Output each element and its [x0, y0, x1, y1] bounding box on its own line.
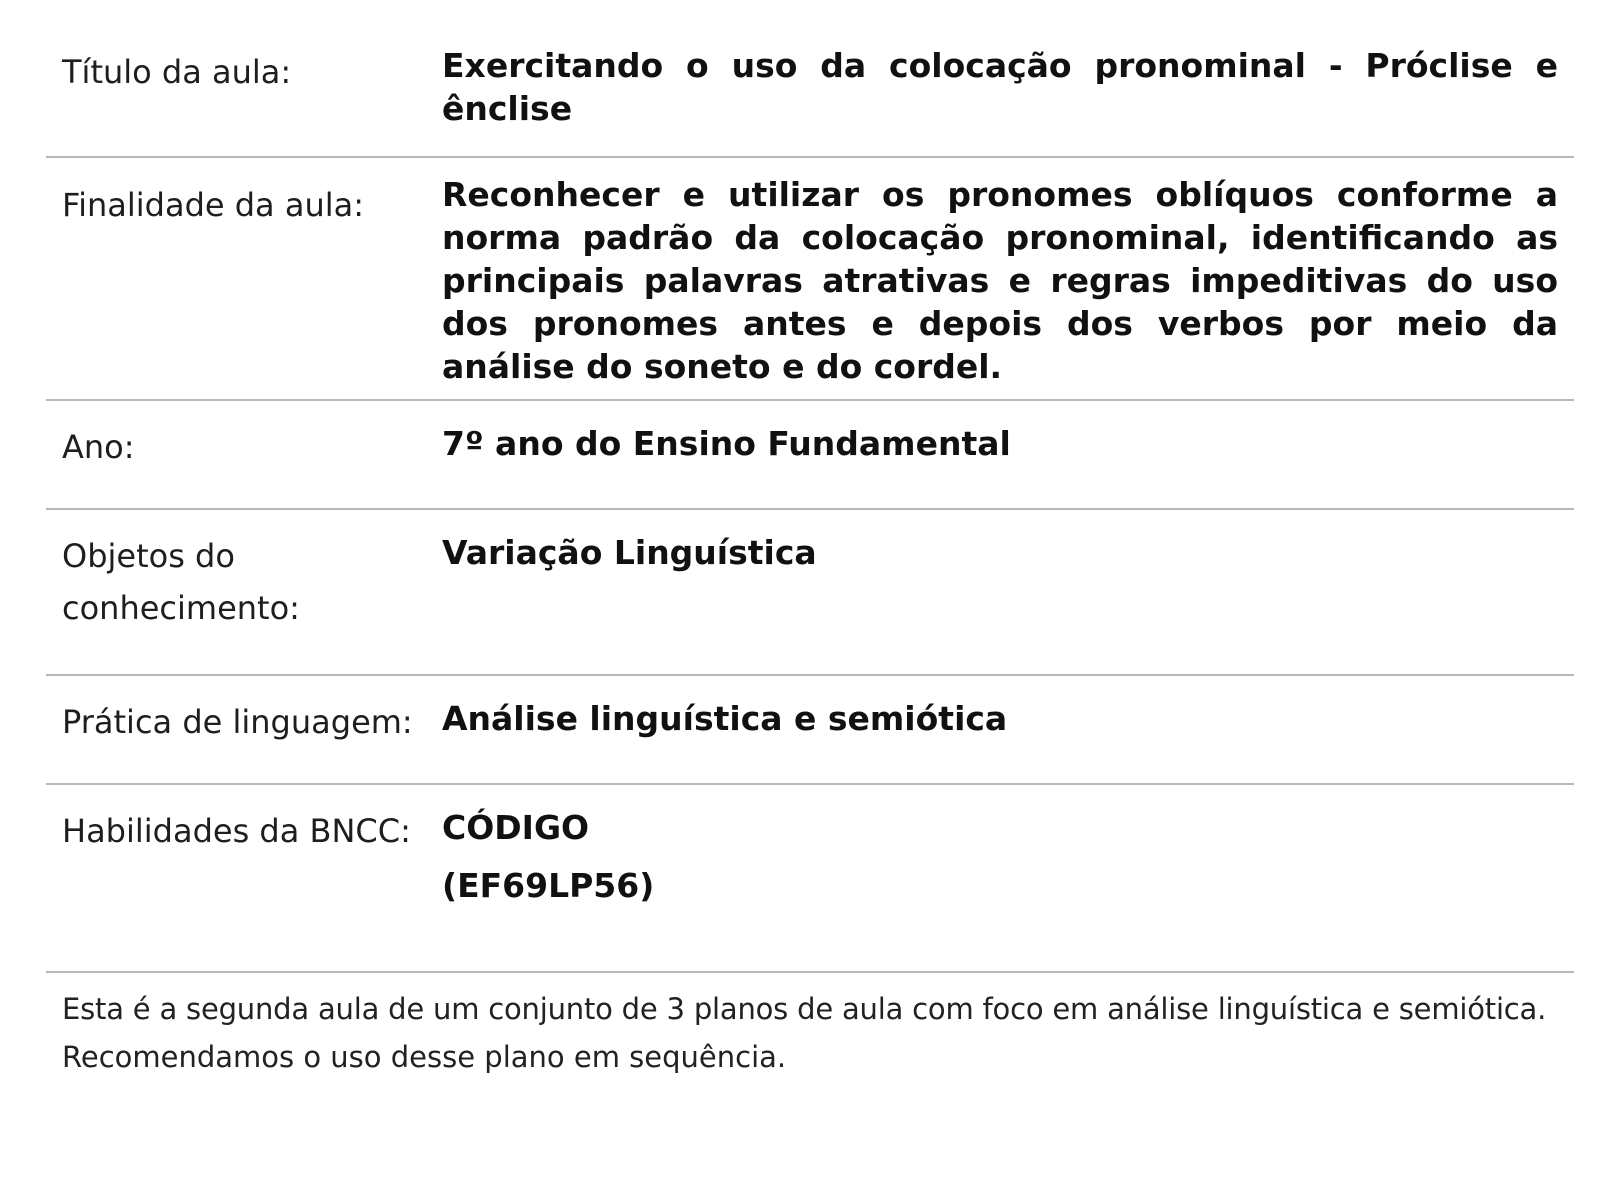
habilidades-code-heading: CÓDIGO — [442, 808, 590, 847]
ano-label: Ano: — [62, 428, 135, 466]
pratica-value: Análise linguística e semiótica — [442, 699, 1008, 738]
row-objetos — [46, 510, 1574, 676]
objetos-value: Variação Linguística — [442, 533, 817, 572]
habilidades-value — [442, 805, 1574, 971]
row-finalidade — [46, 158, 1574, 401]
row-titulo — [46, 0, 1574, 158]
row-ano — [46, 401, 1574, 510]
sequence-note-line1: Esta é a segunda aula de um conjunto de 3 planos de aula com foco em análise linguística e semiótica. — [62, 992, 1547, 1026]
sequence-note-line2: Recomendamos o uso desse plano em sequência. — [62, 1040, 787, 1074]
titulo-value: Exercitando o uso da colocação pronominal - Próclise e ênclise — [442, 46, 1558, 128]
sequence-note — [46, 973, 1574, 1081]
objetos-label-line1: Objetos do — [62, 537, 235, 575]
ano-value: 7º ano do Ensino Fundamental — [442, 424, 1011, 463]
finalidade-label: Finalidade da aula: — [62, 186, 364, 224]
pratica-label: Prática de linguagem: — [62, 703, 413, 741]
objetos-label — [46, 530, 442, 674]
titulo-label: Título da aula: — [62, 53, 292, 91]
row-pratica — [46, 676, 1574, 785]
habilidades-label: Habilidades da BNCC: — [62, 812, 411, 850]
row-habilidades — [46, 785, 1574, 973]
objetos-label-line2: conhecimento: — [62, 589, 300, 627]
habilidades-code: (EF69LP56) — [442, 866, 655, 905]
lesson-plan-document — [46, 0, 1574, 1081]
finalidade-value: Reconhecer e utilizar os pronomes oblíquos conforme a norma padrão da colocação pronominal, identificando as principais palavras atrativas e regras impeditivas do uso dos pronomes antes e depois dos verbos por meio da análise do soneto e do cordel. — [442, 175, 1558, 386]
